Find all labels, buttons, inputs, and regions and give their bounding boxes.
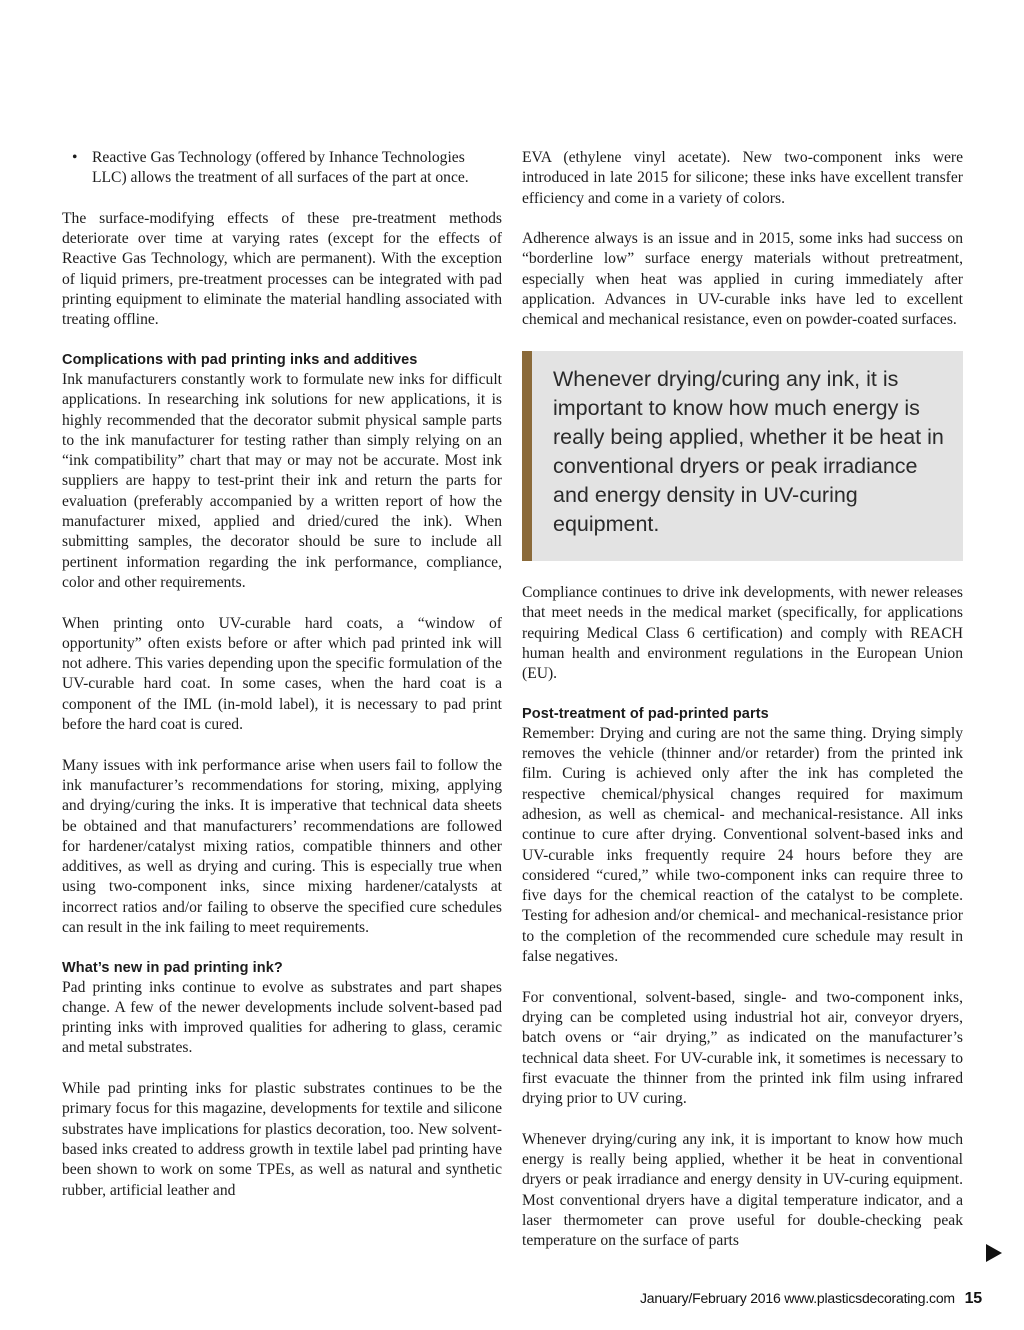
next-page-arrow-icon — [986, 1244, 1002, 1262]
right-column — [522, 148, 963, 1272]
section-heading: Post-treatment of pad-printed parts — [522, 705, 769, 722]
paragraph: Remember: Drying and curing are not the same thing. Drying simply removes the vehicle (thinner and/or retarder) from the printed ink film. Curing is achieved only after the ink has completed the respective chemical/physical changes required for maximum adhesion, as well as chemical- and mechanical-resistance. All inks continue to cure after drying. Conventional solvent-based inks and UV-curable inks frequently require 24 hours before they are considered “cured,” while two-component inks can require three to five days for the chemical reaction of the catalyst to be complete. Testing for adhesion and/or chemical- and mechanical-resistance prior to the completion of the recommended cure schedule may result in false negatives. — [522, 724, 963, 966]
paragraph: Compliance continues to drive ink developments, with newer releases that meet needs in the medical market (specifically, for applications requiring Medical Class 6 certification) and comply with REACH human health and environment regulations in the European Union (EU). — [522, 583, 963, 683]
bullet-text: Reactive Gas Technology (offered by Inhance Technologies LLC) allows the treatment of all surfaces of the part at once. — [92, 149, 469, 187]
paragraph: Adherence always is an issue and in 2015, some inks had success on “borderline low” surface energy materials without pretreatment, especially when heat was applied in curing immediately after application. Advances in UV-curable inks have led to excellent chemical and mechanical resistance, even on powder-coated surfaces. — [522, 230, 963, 329]
paragraph: When printing onto UV-curable hard coats, a “window of opportunity” often exists before or after which pad printed ink will not adhere. This varies depending upon the specific formulation of the UV-curable hard coat. In some cases, when the hard coat is a component of the IML (in-mold label), it is necessary to pad print before the hard coat is cured. — [62, 614, 502, 734]
paragraph: Ink manufacturers constantly work to formulate new inks for difficult applications. In researching ink solutions for new applications, it is highly recommended that the decorator submit physical sample parts to the ink manufacturer for testing rather than simply relying on an “ink compatibility” chart that may or may not be accurate. Most ink suppliers are happy to test-print their ink and return the parts for evaluation (preferably accompanied by a written report of how the manufacturer mixed, applied and dried/cured the ink). When submitting samples, the decorator should be sure to include all pertinent information regarding the ink performance, compliance, color and other requirements. — [62, 370, 502, 591]
pull-quote — [522, 351, 963, 561]
paragraph: For conventional, solvent-based, single- and two-component inks, drying can be completed using industrial hot air, conveyor dryers, batch ovens or “air drying,” as indicated on the manufacturer’s technical data sheet. For UV-curable ink, it sometimes is necessary to first evacuate the thinner from the printed ink film using infrared drying prior to UV curing. — [522, 988, 963, 1108]
section-heading: What’s new in pad printing ink? — [62, 959, 283, 976]
bullet-item — [62, 148, 502, 189]
section-heading: Complications with pad printing inks and additives — [62, 351, 418, 368]
paragraph: Many issues with ink performance arise when users fail to follow the ink manufacturer’s recommendations for storing, mixing, applying and drying/curing the inks. It is imperative that technical data sheets be obtained and that manufacturers’ recommendations are followed for hardener/catalyst mixing ratios, compatible thinners and other additives, as well as drying and curing. This is especially true when using two-component inks, since mixing hardener/catalysts at incorrect ratios and/or failing to observe the specified cure schedules can result in the ink failing to meet requirements. — [62, 756, 502, 936]
page-number: 15 — [964, 1290, 982, 1307]
paragraph: Pad printing inks continue to evolve as substrates and part shapes change. A few of the newer developments include solvent-based pad printing inks with improved qualities for adhering to glass, ceramic and metal substrates. — [62, 978, 502, 1057]
page-footer — [640, 1290, 982, 1308]
paragraph: EVA (ethylene vinyl acetate). New two-component inks were introduced in late 2015 for silicone; these inks have excellent transfer efficiency and come in a variety of colors. — [522, 149, 963, 207]
pull-quote-bar — [522, 351, 532, 561]
paragraph: While pad printing inks for plastic substrates continues to be the primary focus for this magazine, developments for textile and silicone substrates have implications for plastics decoration, too. New solvent-based inks created to address growth in textile label pad printing have been shown to work on some TPEs, as well as natural and synthetic rubber, artificial leather and — [62, 1080, 502, 1199]
bullet-dot: • — [72, 149, 78, 166]
pull-quote-text: Whenever drying/curing any ink, it is important to know how much energy is really being applied, whether it be heat in conventional dryers or peak irradiance and energy density in UV-curing equipment. — [553, 366, 944, 536]
paragraph: The surface-modifying effects of these pre-treatment methods deteriorate over time at varying rates (except for the effects of Reactive Gas Technology, which are permanent). With the exception of liquid primers, pre-treatment processes can be integrated with pad printing equipment to eliminate the material handling associated with treating offline. — [62, 209, 502, 329]
paragraph: Whenever drying/curing any ink, it is important to know how much energy is really being applied, whether it be heat in conventional dryers or peak irradiance and energy density in UV-curing equipment. Most conventional dryers have a digital temperature indicator, and a laser thermometer can prove useful for double-checking peak temperature on the surface of parts — [522, 1130, 963, 1250]
footer-issue: January/February 2016 www.plasticsdecorating.com — [640, 1290, 955, 1306]
left-column — [62, 148, 502, 1221]
